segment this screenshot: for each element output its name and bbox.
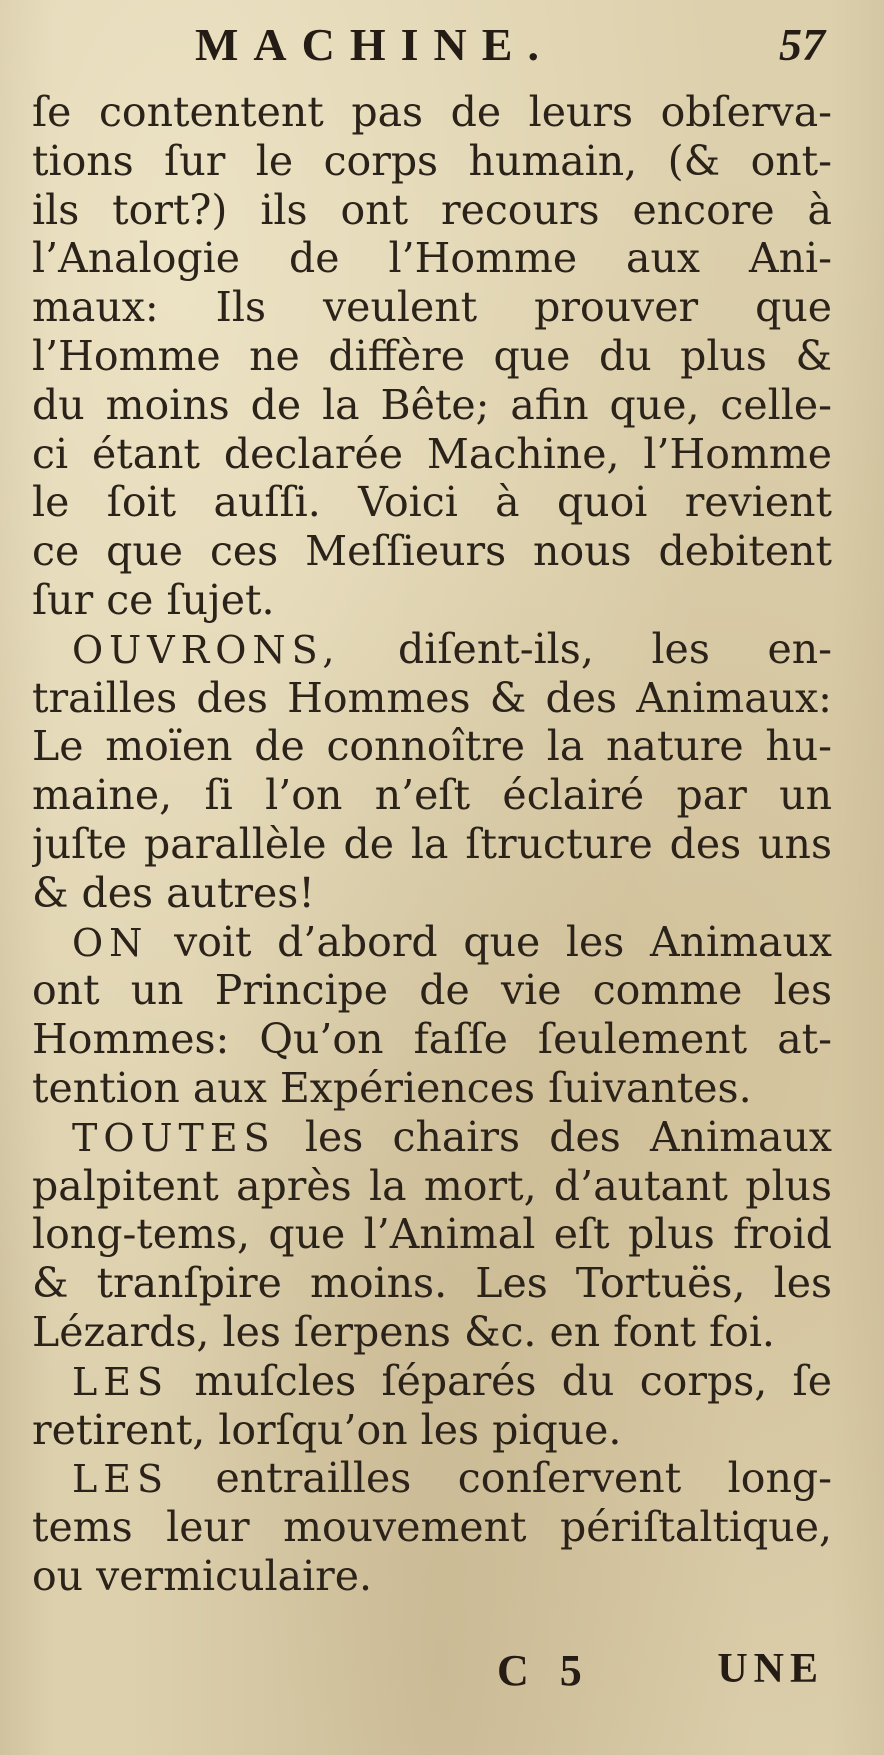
text-line: ou vermiculaire.: [32, 1551, 373, 1600]
paragraph-lead-word: TOUTES: [72, 1115, 276, 1160]
text-line: le ſoit auſſi. Voici à quoi revient: [32, 478, 832, 527]
page-number: 57: [779, 19, 825, 70]
running-head: [195, 18, 835, 78]
text-line: juſte parallèle de la ſtructure des uns: [32, 819, 832, 868]
page-footer: [0, 1645, 884, 1705]
text-line: ci étant declarée Machine, l’Homme: [32, 429, 832, 478]
paragraph-first-line: [32, 1113, 832, 1162]
text-line: Le moïen de connoître la nature hu-: [32, 722, 832, 771]
text-line: palpitent après la mort, d’autant plus: [32, 1161, 832, 1210]
paragraph-lead-word: LES: [72, 1457, 170, 1502]
text-span: voit d’abord que les Animaux: [174, 917, 832, 966]
text-line: l’Analogie de l’Homme aux Ani-: [32, 234, 832, 283]
catchword: UNE: [717, 1646, 824, 1692]
paragraph-lead-word: ON: [72, 920, 149, 965]
running-title: MACHINE.: [195, 19, 554, 70]
text-line: tems leur mouvement périſtaltique,: [32, 1503, 832, 1552]
text-line: du moins de la Bête; afin que, celle-: [32, 380, 832, 429]
text-line: ont un Principe de vie comme les: [32, 966, 832, 1015]
text-span: entrailles conſervent long-: [215, 1454, 832, 1503]
paragraph-lead-word: LES: [72, 1359, 170, 1404]
body-text: [32, 88, 832, 1601]
text-line: trailles des Hommes & des Animaux:: [32, 673, 832, 722]
paragraph-first-line: [32, 1357, 832, 1406]
paragraph-lead-word: OUVRONS,: [72, 627, 341, 672]
text-line: l’Homme ne diffère que du plus &: [32, 331, 832, 380]
text-line: & des autres!: [32, 868, 315, 917]
text-line: & tranſpire moins. Les Tortuës, les: [32, 1259, 832, 1308]
text-line: ce que ces Meſſieurs nous debitent: [32, 527, 832, 576]
text-line: Lézards, les ſerpens &c. en font foi.: [32, 1307, 775, 1356]
text-span: les chairs des Animaux: [304, 1112, 832, 1161]
text-line: retirent, lorſqu’on les pique.: [32, 1405, 622, 1454]
paragraph-first-line: [32, 918, 832, 967]
text-line: tention aux Expériences ſuivantes.: [32, 1063, 752, 1112]
text-line: Hommes: Qu’on faſſe ſeulement at-: [32, 1015, 832, 1064]
text-line: maux: Ils veulent prouver que: [32, 283, 832, 332]
text-line: tions ſur le corps humain, (& ont-: [32, 136, 832, 185]
text-span: diſent-ils, les en-: [398, 624, 832, 673]
text-span: muſcles ſéparés du corps, ſe: [194, 1356, 832, 1405]
text-line: long-tems, que l’Animal eſt plus froid: [32, 1210, 832, 1259]
text-line: ſur ce ſujet.: [32, 575, 275, 624]
paragraph-first-line: [32, 1454, 832, 1503]
text-line: ils tort?) ils ont recours encore à: [32, 185, 832, 234]
signature-mark: C 5: [497, 1646, 592, 1695]
paragraph-first-line: [32, 625, 832, 674]
text-line: maine, ſi l’on n’eſt éclairé par un: [32, 771, 832, 820]
text-line: ſe contentent pas de leurs obſerva-: [32, 88, 832, 136]
